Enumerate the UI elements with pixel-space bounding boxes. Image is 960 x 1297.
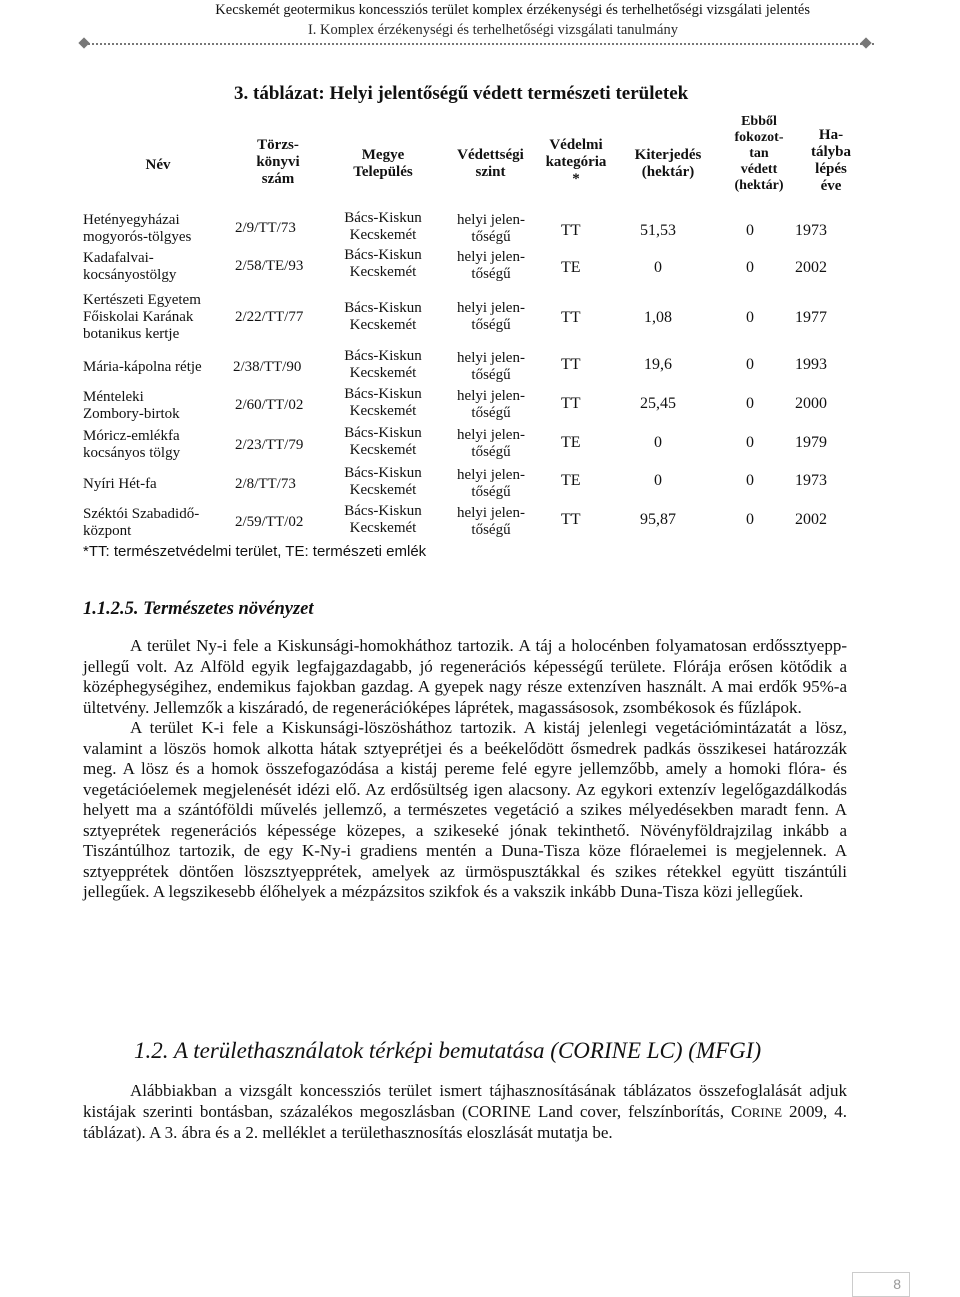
cell-category: TT bbox=[561, 309, 581, 326]
cell-name: Ménteleki Zombory-birtok bbox=[83, 388, 180, 422]
cell-county: Bács-Kiskun Kecskemét bbox=[344, 210, 422, 243]
cell-county: Bács-Kiskun Kecskemét bbox=[344, 425, 422, 458]
cell-effective-year: 2002 bbox=[795, 511, 827, 528]
header-study-title: I. Komplex érzékenységi és terhelhetőségi vizsgálati tanulmány bbox=[307, 22, 678, 38]
col-header-county: Megye Település bbox=[353, 147, 413, 180]
cell-county: Bács-Kiskun Kecskemét bbox=[344, 465, 422, 498]
rule-diamond-icon bbox=[78, 37, 89, 48]
table-footnote: *TT: természetvédelmi terület, TE: természeti emlék bbox=[83, 543, 427, 560]
cell-protection-level: helyi jelen- tőségű bbox=[457, 350, 525, 383]
cell-category: TT bbox=[561, 222, 581, 239]
cell-category: TE bbox=[561, 259, 581, 276]
cell-registry-number: 2/60/TT/02 bbox=[235, 397, 304, 413]
cell-strictly-protected: 0 bbox=[746, 222, 754, 239]
cell-registry-number: 2/23/TT/79 bbox=[235, 436, 304, 453]
cell-extent: 0 bbox=[654, 434, 662, 451]
page-number-box bbox=[852, 1272, 910, 1297]
col-header-category: Védelmi kategória * bbox=[545, 137, 607, 187]
cell-name: Nyíri Hét-fa bbox=[83, 475, 157, 492]
cell-effective-year: 2002 bbox=[795, 259, 827, 276]
cell-county: Bács-Kiskun Kecskemét bbox=[344, 300, 422, 333]
chapter-body bbox=[83, 1081, 847, 1144]
table-caption: 3. táblázat: Helyi jelentőségű védett természeti területek bbox=[234, 83, 689, 104]
cell-registry-number: 2/9/TT/73 bbox=[235, 220, 296, 236]
cell-county: Bács-Kiskun Kecskemét bbox=[344, 503, 422, 536]
cell-extent: 0 bbox=[654, 259, 662, 276]
rule-diamond-icon bbox=[860, 37, 871, 48]
cell-name: Mária-kápolna rétje bbox=[83, 358, 202, 375]
header-report-title: Kecskemét geotermikus koncessziós terület komplex érzékenységi és terhelhetőségi vizsgálati jelentés bbox=[215, 2, 810, 18]
cell-effective-year: 1973 bbox=[795, 222, 827, 239]
cell-effective-year: 1979 bbox=[795, 434, 827, 451]
paragraph: A terület K-i fele a Kiskunsági-löszösháthoz tartozik. A kistáj jelenlegi vegetációmintázatát a lösz, valamint a löszös homok alkotta hátak sztyeprétjei és a beékelődött ősmedrek padkás összikesei határozzák meg. A lösz és a homok összefogazódása a kistáj pereme felé egyre jellemzőbb, amely a homoki flóra- és vegetációelemek megjelenését idézi elő. Az erdősültség igen alacsony. Az egykori extenzív legelőgazdálkodás helyett ma a szántóföldi művelés jellemző, a természetes vegetáció a szikes mélyedésekben maradt fenn. A sztyeprétek regenerációs képessége közepes, a szikeseké jónak tekinthető. Növényföldrajzilag inkább a Tiszántúlhoz tartozik, de egy K-Ny-i gradiens mentén a Duna-Tisza köze flóraelemei is megjelennek. A sztyepprétek döntően löszsztyepprétek, amelyek az ürmöspusztákkal és szikes rétekkel együtt tiszántúli jellegűek. A legszikesebb élőhelyek a mézpázsitos szikfok és a vakszik inkább Duna-Tisza közi jellegűek. bbox=[83, 718, 847, 901]
cell-extent: 19,6 bbox=[644, 356, 672, 373]
col-header-protection-level: Védettségi szint bbox=[457, 147, 524, 180]
cell-registry-number: 2/59/TT/02 bbox=[235, 514, 304, 530]
cell-county: Bács-Kiskun Kecskemét bbox=[344, 247, 422, 280]
paragraph: Alábbiakban a vizsgált koncessziós terület ismert tájhasznosításának táblázatos összefoglalását adjuk kistájak szerinti bontásban, százalékos megoszlásban (CORINE Land cover, felszínborítás, CORINE 2009, 4. táblázat). A 3. ábra és a 2. melléklet a területhasznosítás eloszlását mutatja be. bbox=[83, 1081, 848, 1142]
col-header-effective-year: Ha- tályba lépés éve bbox=[810, 127, 851, 194]
cell-strictly-protected: 0 bbox=[746, 434, 754, 451]
cell-effective-year: 2000 bbox=[795, 395, 827, 412]
cell-effective-year: 1973 bbox=[795, 472, 827, 489]
cell-strictly-protected: 0 bbox=[746, 472, 754, 489]
cell-registry-number: 2/58/TE/93 bbox=[235, 258, 304, 274]
section-title: 1.1.2.5. Természetes növényzet bbox=[83, 599, 314, 619]
cell-county: Bács-Kiskun Kecskemét bbox=[344, 348, 422, 381]
paragraph: A terület Ny-i fele a Kiskunsági-homokháthoz tartozik. A táj a holocénben folyamatosan erdőssztyepp-jellegű volt. Az Alföld egyik legfajgazdagabb, jó regenerációs képességű területe. Flórája erősen kötődik a középhegységihez, endemikus fajokban gazdag. A gyepek nagy része extenzíven használt. A mai erdők 95%-a ültetvény. Jellemzők a kiszáradó, de regenerációképes láprétek, magassásosok, zsombékosok és fűzlápok. bbox=[83, 636, 847, 717]
col-header-extent: Kiterjedés (hektár) bbox=[634, 147, 702, 180]
cell-protection-level: helyi jelen- tőségű bbox=[457, 388, 525, 421]
cell-category: TE bbox=[561, 434, 581, 451]
cell-effective-year: 1993 bbox=[795, 356, 827, 373]
cell-extent: 0 bbox=[654, 472, 662, 489]
cell-effective-year: 1977 bbox=[795, 309, 827, 326]
section-body bbox=[83, 636, 847, 903]
cell-registry-number: 2/22/TT/77 bbox=[235, 308, 304, 325]
cell-name: Móricz-emlékfa kocsányos tölgy bbox=[83, 428, 181, 461]
col-header-strictly-protected: Ebből fokozot- tan védett (hektár) bbox=[734, 114, 784, 193]
cell-protection-level: helyi jelen- tőségű bbox=[457, 467, 525, 500]
cell-county: Bács-Kiskun Kecskemét bbox=[344, 386, 422, 419]
cell-strictly-protected: 0 bbox=[746, 395, 754, 412]
page-number: 8 bbox=[893, 1276, 901, 1292]
cell-protection-level: helyi jelen- tőségű bbox=[457, 505, 525, 538]
cell-registry-number: 2/8/TT/73 bbox=[235, 475, 296, 492]
cell-protection-level: helyi jelen- tőségű bbox=[457, 212, 525, 245]
col-header-registry-number: Törzs- könyvi szám bbox=[256, 137, 300, 187]
header-rule bbox=[84, 43, 874, 46]
col-header-name: Név bbox=[145, 157, 171, 173]
cell-name: Kadafalvai- kocsányostölgy bbox=[83, 249, 177, 283]
cell-category: TE bbox=[561, 472, 581, 489]
cell-category: TT bbox=[561, 395, 581, 412]
cell-protection-level: helyi jelen- tőségű bbox=[457, 300, 525, 333]
cell-strictly-protected: 0 bbox=[746, 356, 754, 373]
cell-category: TT bbox=[561, 356, 581, 373]
chapter-heading: 1.2. A területhasználatok térképi bemutatása (CORINE LC) (MFGI) bbox=[134, 1038, 762, 1063]
cell-name: Hetényegyházai mogyorós-tölgyes bbox=[83, 211, 192, 245]
cell-name: Kertészeti Egyetem Főiskolai Karának botanikus kertje bbox=[83, 291, 201, 342]
cell-strictly-protected: 0 bbox=[746, 259, 754, 276]
cell-strictly-protected: 0 bbox=[746, 309, 754, 326]
cell-extent: 25,45 bbox=[640, 395, 676, 412]
cell-registry-number: 2/38/TT/90 bbox=[233, 358, 302, 375]
cell-extent: 1,08 bbox=[644, 309, 672, 326]
cell-protection-level: helyi jelen- tőségű bbox=[457, 427, 525, 460]
cell-extent: 95,87 bbox=[640, 511, 676, 528]
cell-strictly-protected: 0 bbox=[746, 511, 754, 528]
cell-protection-level: helyi jelen- tőségű bbox=[457, 249, 525, 282]
cell-category: TT bbox=[561, 511, 581, 528]
cell-extent: 51,53 bbox=[640, 222, 676, 239]
cell-name: Széktói Szabadidő- központ bbox=[83, 505, 200, 539]
